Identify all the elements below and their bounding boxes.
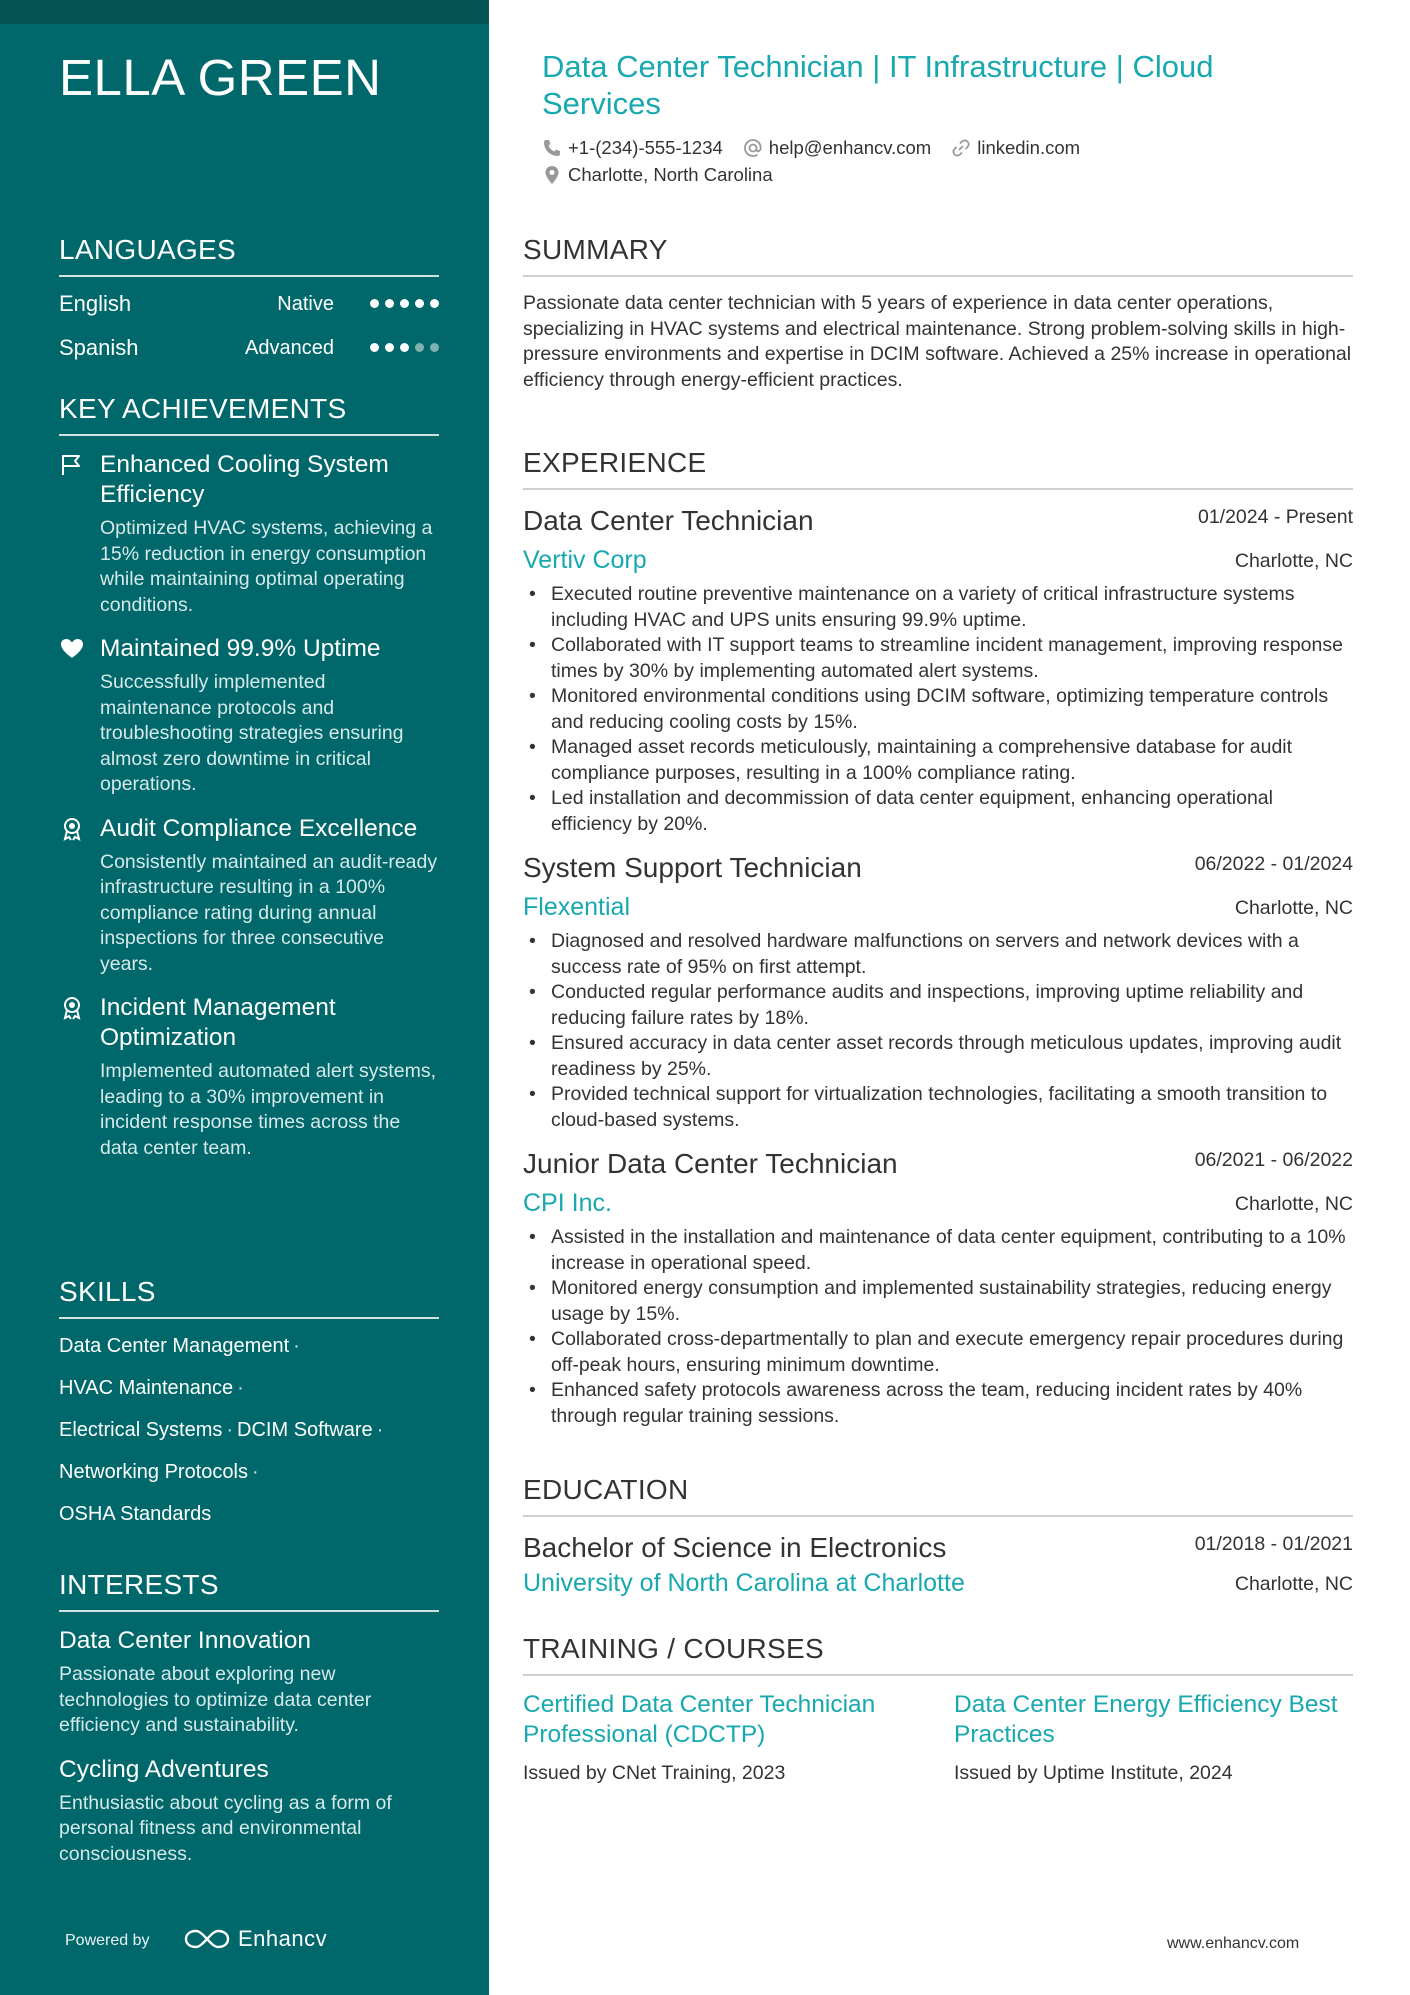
rating-dot-filled bbox=[400, 299, 409, 308]
heart-icon bbox=[59, 636, 85, 662]
languages-title: LANGUAGES bbox=[59, 234, 439, 277]
experience-title: EXPERIENCE bbox=[523, 447, 1353, 490]
job-location: Charlotte, NC bbox=[1234, 1193, 1353, 1215]
language-rating bbox=[370, 299, 439, 308]
skills-title: SKILLS bbox=[59, 1276, 439, 1319]
job-company: Vertiv Corp bbox=[523, 546, 647, 574]
skill-separator: · bbox=[376, 1419, 384, 1441]
job-entry bbox=[523, 1147, 1353, 1429]
rating-dot-filled bbox=[400, 343, 409, 352]
language-name: English bbox=[59, 291, 132, 316]
job-dates: 06/2021 - 06/2022 bbox=[1194, 1149, 1353, 1171]
achievement-description: Successfully implemented maintenance protocols and troubleshooting strategies ensuring almost zero downtime in critical operations. bbox=[100, 671, 404, 795]
course-item bbox=[523, 1690, 954, 1785]
language-rating bbox=[370, 343, 439, 352]
skill-separator: · bbox=[293, 1335, 300, 1357]
contact-phone[interactable] bbox=[542, 137, 723, 159]
skill-row bbox=[59, 1417, 439, 1459]
education-section bbox=[523, 1474, 1353, 1613]
rating-dot-filled bbox=[430, 299, 439, 308]
achievement-title: Incident Management Optimization bbox=[100, 994, 336, 1051]
job-dates: 01/2024 - Present bbox=[1197, 506, 1353, 528]
achievement-description: Consistently maintained an audit-ready infrastructure resulting in a 100% compliance rating during annual inspections for three consecutive years. bbox=[100, 850, 438, 975]
skill-row bbox=[59, 1333, 439, 1375]
achievement-description: Implemented automated alert systems, leading to a 30% improvement in incident response times across the data center team. bbox=[100, 1060, 436, 1159]
language-name: Spanish bbox=[59, 335, 139, 360]
achievement-item bbox=[59, 450, 439, 618]
job-bullets bbox=[523, 1225, 1353, 1429]
job-title: Junior Data Center Technician bbox=[523, 1148, 898, 1179]
contact-link[interactable] bbox=[951, 137, 1080, 159]
sidebar-top-bar bbox=[0, 0, 489, 24]
skills-section bbox=[59, 1276, 439, 1543]
experience-section bbox=[523, 447, 1353, 1443]
skill-separator: · bbox=[226, 1419, 234, 1441]
job-dates: 06/2022 - 01/2024 bbox=[1194, 853, 1353, 875]
flag-icon bbox=[59, 452, 85, 478]
job-bullet: • Monitored environmental conditions using DCIM software, optimizing temperature controls and reducing cooling costs by 15%. bbox=[523, 684, 1353, 735]
interests-section bbox=[59, 1569, 439, 1883]
job-entry bbox=[523, 504, 1353, 837]
enhancv-logo[interactable] bbox=[184, 1926, 327, 1952]
phone-text: +1-(234)-555-1234 bbox=[568, 137, 723, 158]
contact-row bbox=[542, 164, 793, 186]
rating-dot-filled bbox=[370, 343, 379, 352]
award-icon bbox=[59, 995, 85, 1021]
job-bullet: • Collaborated with IT support teams to streamline incident management, improving response times by 30% by implementing automated alert systems. bbox=[523, 633, 1353, 684]
location-pin-icon bbox=[542, 165, 562, 185]
skill-item: Electrical Systems bbox=[59, 1419, 223, 1441]
job-title: Data Center Technician bbox=[523, 505, 814, 536]
job-location: Charlotte, NC bbox=[1234, 550, 1353, 572]
footer-url[interactable]: www.enhancv.com bbox=[1167, 1935, 1300, 1952]
location-text: Charlotte, North Carolina bbox=[568, 164, 773, 185]
rating-dot-filled bbox=[415, 299, 424, 308]
link-icon bbox=[951, 138, 971, 158]
rating-dot-filled bbox=[385, 299, 394, 308]
rating-dot-filled bbox=[385, 343, 394, 352]
job-bullets bbox=[523, 582, 1353, 837]
course-item bbox=[954, 1690, 1353, 1785]
skill-item: DCIM Software bbox=[237, 1419, 373, 1441]
at-icon bbox=[743, 138, 763, 158]
job-bullet: • Led installation and decommission of data center equipment, enhancing operational efficiency by 20%. bbox=[523, 786, 1353, 837]
link-text: linkedin.com bbox=[977, 137, 1081, 158]
skill-item: HVAC Maintenance bbox=[59, 1377, 234, 1399]
languages-section bbox=[59, 234, 439, 379]
skill-item: OSHA Standards bbox=[59, 1503, 212, 1525]
achievement-title: Enhanced Cooling System Efficiency bbox=[100, 451, 389, 508]
language-row bbox=[59, 291, 439, 335]
enhancv-wordmark: Enhancv bbox=[238, 1926, 328, 1951]
powered-by-label: Powered by bbox=[65, 1932, 150, 1949]
summary-title: SUMMARY bbox=[523, 234, 1353, 277]
award-icon bbox=[59, 816, 85, 842]
skill-item: Networking Protocols bbox=[59, 1461, 248, 1483]
summary-section bbox=[523, 234, 1353, 393]
school: University of North Carolina at Charlotte bbox=[523, 1569, 965, 1597]
email-text: help@enhancv.com bbox=[768, 137, 932, 158]
job-bullet: • Enhanced safety protocols awareness across the team, reducing incident rates by 40% through regular training sessions. bbox=[523, 1378, 1353, 1429]
summary-text: Passionate data center technician with 5 years of experience in data center operations, specializing in HVAC systems and electrical maintenance. Strong problem-solving skills in high-pressure environments and expertise in DCIM software. Achieved a 25% increase in operational efficiency through energy-efficient practices. bbox=[523, 292, 1352, 391]
achievements-section bbox=[59, 393, 439, 1177]
interest-description: Enthusiastic about cycling as a form of personal fitness and environmental consciousness. bbox=[59, 1791, 392, 1865]
job-bullet: • Managed asset records meticulously, maintaining a comprehensive database for audit compliance purposes, resulting in a 100% compliance rating. bbox=[523, 735, 1353, 786]
achievement-item bbox=[59, 634, 439, 798]
language-level: Native bbox=[277, 293, 334, 315]
interest-title: Cycling Adventures bbox=[59, 1755, 269, 1783]
course-title: Certified Data Center Technician Professional (CDCTP) bbox=[523, 1691, 876, 1748]
job-bullet: • Diagnosed and resolved hardware malfunctions on servers and network devices with a success rate of 95% on first attempt. bbox=[523, 929, 1353, 980]
achievement-title: Audit Compliance Excellence bbox=[100, 814, 418, 842]
candidate-name: ELLA GREEN bbox=[59, 49, 382, 106]
achievements-title: KEY ACHIEVEMENTS bbox=[59, 393, 439, 436]
achievement-item bbox=[59, 993, 439, 1161]
skill-item: Data Center Management bbox=[59, 1335, 290, 1357]
job-bullet: • Collaborated cross-departmentally to plan and execute emergency repair procedures during off-peak hours, ensuring minimum downtime. bbox=[523, 1327, 1353, 1378]
job-entry bbox=[523, 851, 1353, 1133]
job-title: System Support Technician bbox=[523, 852, 862, 883]
interest-title: Data Center Innovation bbox=[59, 1627, 311, 1654]
education-entry bbox=[523, 1531, 1353, 1599]
achievement-title: Maintained 99.9% Uptime bbox=[100, 635, 381, 662]
contact-row bbox=[542, 137, 1100, 159]
interests-title: INTERESTS bbox=[59, 1569, 439, 1612]
education-title: EDUCATION bbox=[523, 1474, 1353, 1517]
skill-row bbox=[59, 1459, 439, 1501]
course-issuer: Issued by CNet Training, 2023 bbox=[523, 1762, 786, 1784]
language-row bbox=[59, 335, 439, 379]
rating-dot-filled bbox=[370, 299, 379, 308]
skill-row bbox=[59, 1501, 439, 1543]
rating-dot-empty bbox=[415, 343, 424, 352]
job-location: Charlotte, NC bbox=[1234, 897, 1353, 919]
training-section bbox=[523, 1633, 1353, 1785]
rating-dot-empty bbox=[430, 343, 439, 352]
job-bullet: • Assisted in the installation and maintenance of data center equipment, contributing to a 10% increase in operational speed. bbox=[523, 1225, 1353, 1276]
phone-icon bbox=[542, 138, 562, 158]
education-location: Charlotte, NC bbox=[1234, 1573, 1353, 1595]
achievement-description: Optimized HVAC systems, achieving a 15% reduction in energy consumption while maintaining optimal operating conditions. bbox=[100, 517, 433, 616]
job-company: CPI Inc. bbox=[523, 1189, 612, 1217]
interest-description: Passionate about exploring new technologies to optimize data center efficiency and sustainability. bbox=[59, 1663, 372, 1736]
achievement-item bbox=[59, 814, 439, 978]
language-level: Advanced bbox=[245, 337, 334, 359]
headline: Data Center Technician | IT Infrastructure | Cloud Services bbox=[542, 49, 1214, 121]
job-company: Flexential bbox=[523, 893, 630, 921]
enhancv-logo-icon bbox=[184, 1927, 230, 1951]
sidebar bbox=[0, 0, 489, 1995]
courses-list bbox=[523, 1690, 1353, 1785]
education-dates: 01/2018 - 01/2021 bbox=[1194, 1533, 1353, 1555]
job-bullet: • Monitored energy consumption and implemented sustainability strategies, reducing energy usage by 15%. bbox=[523, 1276, 1353, 1327]
job-bullet: • Conducted regular performance audits and inspections, improving uptime reliability and reducing failure rates by 18%. bbox=[523, 980, 1353, 1031]
contact-location bbox=[542, 164, 773, 186]
course-issuer: Issued by Uptime Institute, 2024 bbox=[954, 1762, 1233, 1784]
degree: Bachelor of Science in Electronics bbox=[523, 1532, 947, 1563]
job-bullet: • Executed routine preventive maintenance on a variety of critical infrastructure systems including HVAC and UPS units ensuring 99.9% uptime. bbox=[523, 582, 1353, 633]
job-bullet: • Provided technical support for virtualization technologies, facilitating a smooth transition to cloud-based systems. bbox=[523, 1082, 1353, 1133]
contact-email[interactable] bbox=[743, 137, 931, 159]
skill-row bbox=[59, 1375, 439, 1417]
training-title: TRAINING / COURSES bbox=[523, 1633, 1353, 1676]
job-bullet: • Ensured accuracy in data center asset records through meticulous updates, improving audit readiness by 25%. bbox=[523, 1031, 1353, 1082]
job-bullets bbox=[523, 929, 1353, 1133]
course-title: Data Center Energy Efficiency Best Practices bbox=[954, 1691, 1338, 1748]
skill-separator: · bbox=[237, 1377, 244, 1399]
skill-separator: · bbox=[251, 1461, 259, 1483]
